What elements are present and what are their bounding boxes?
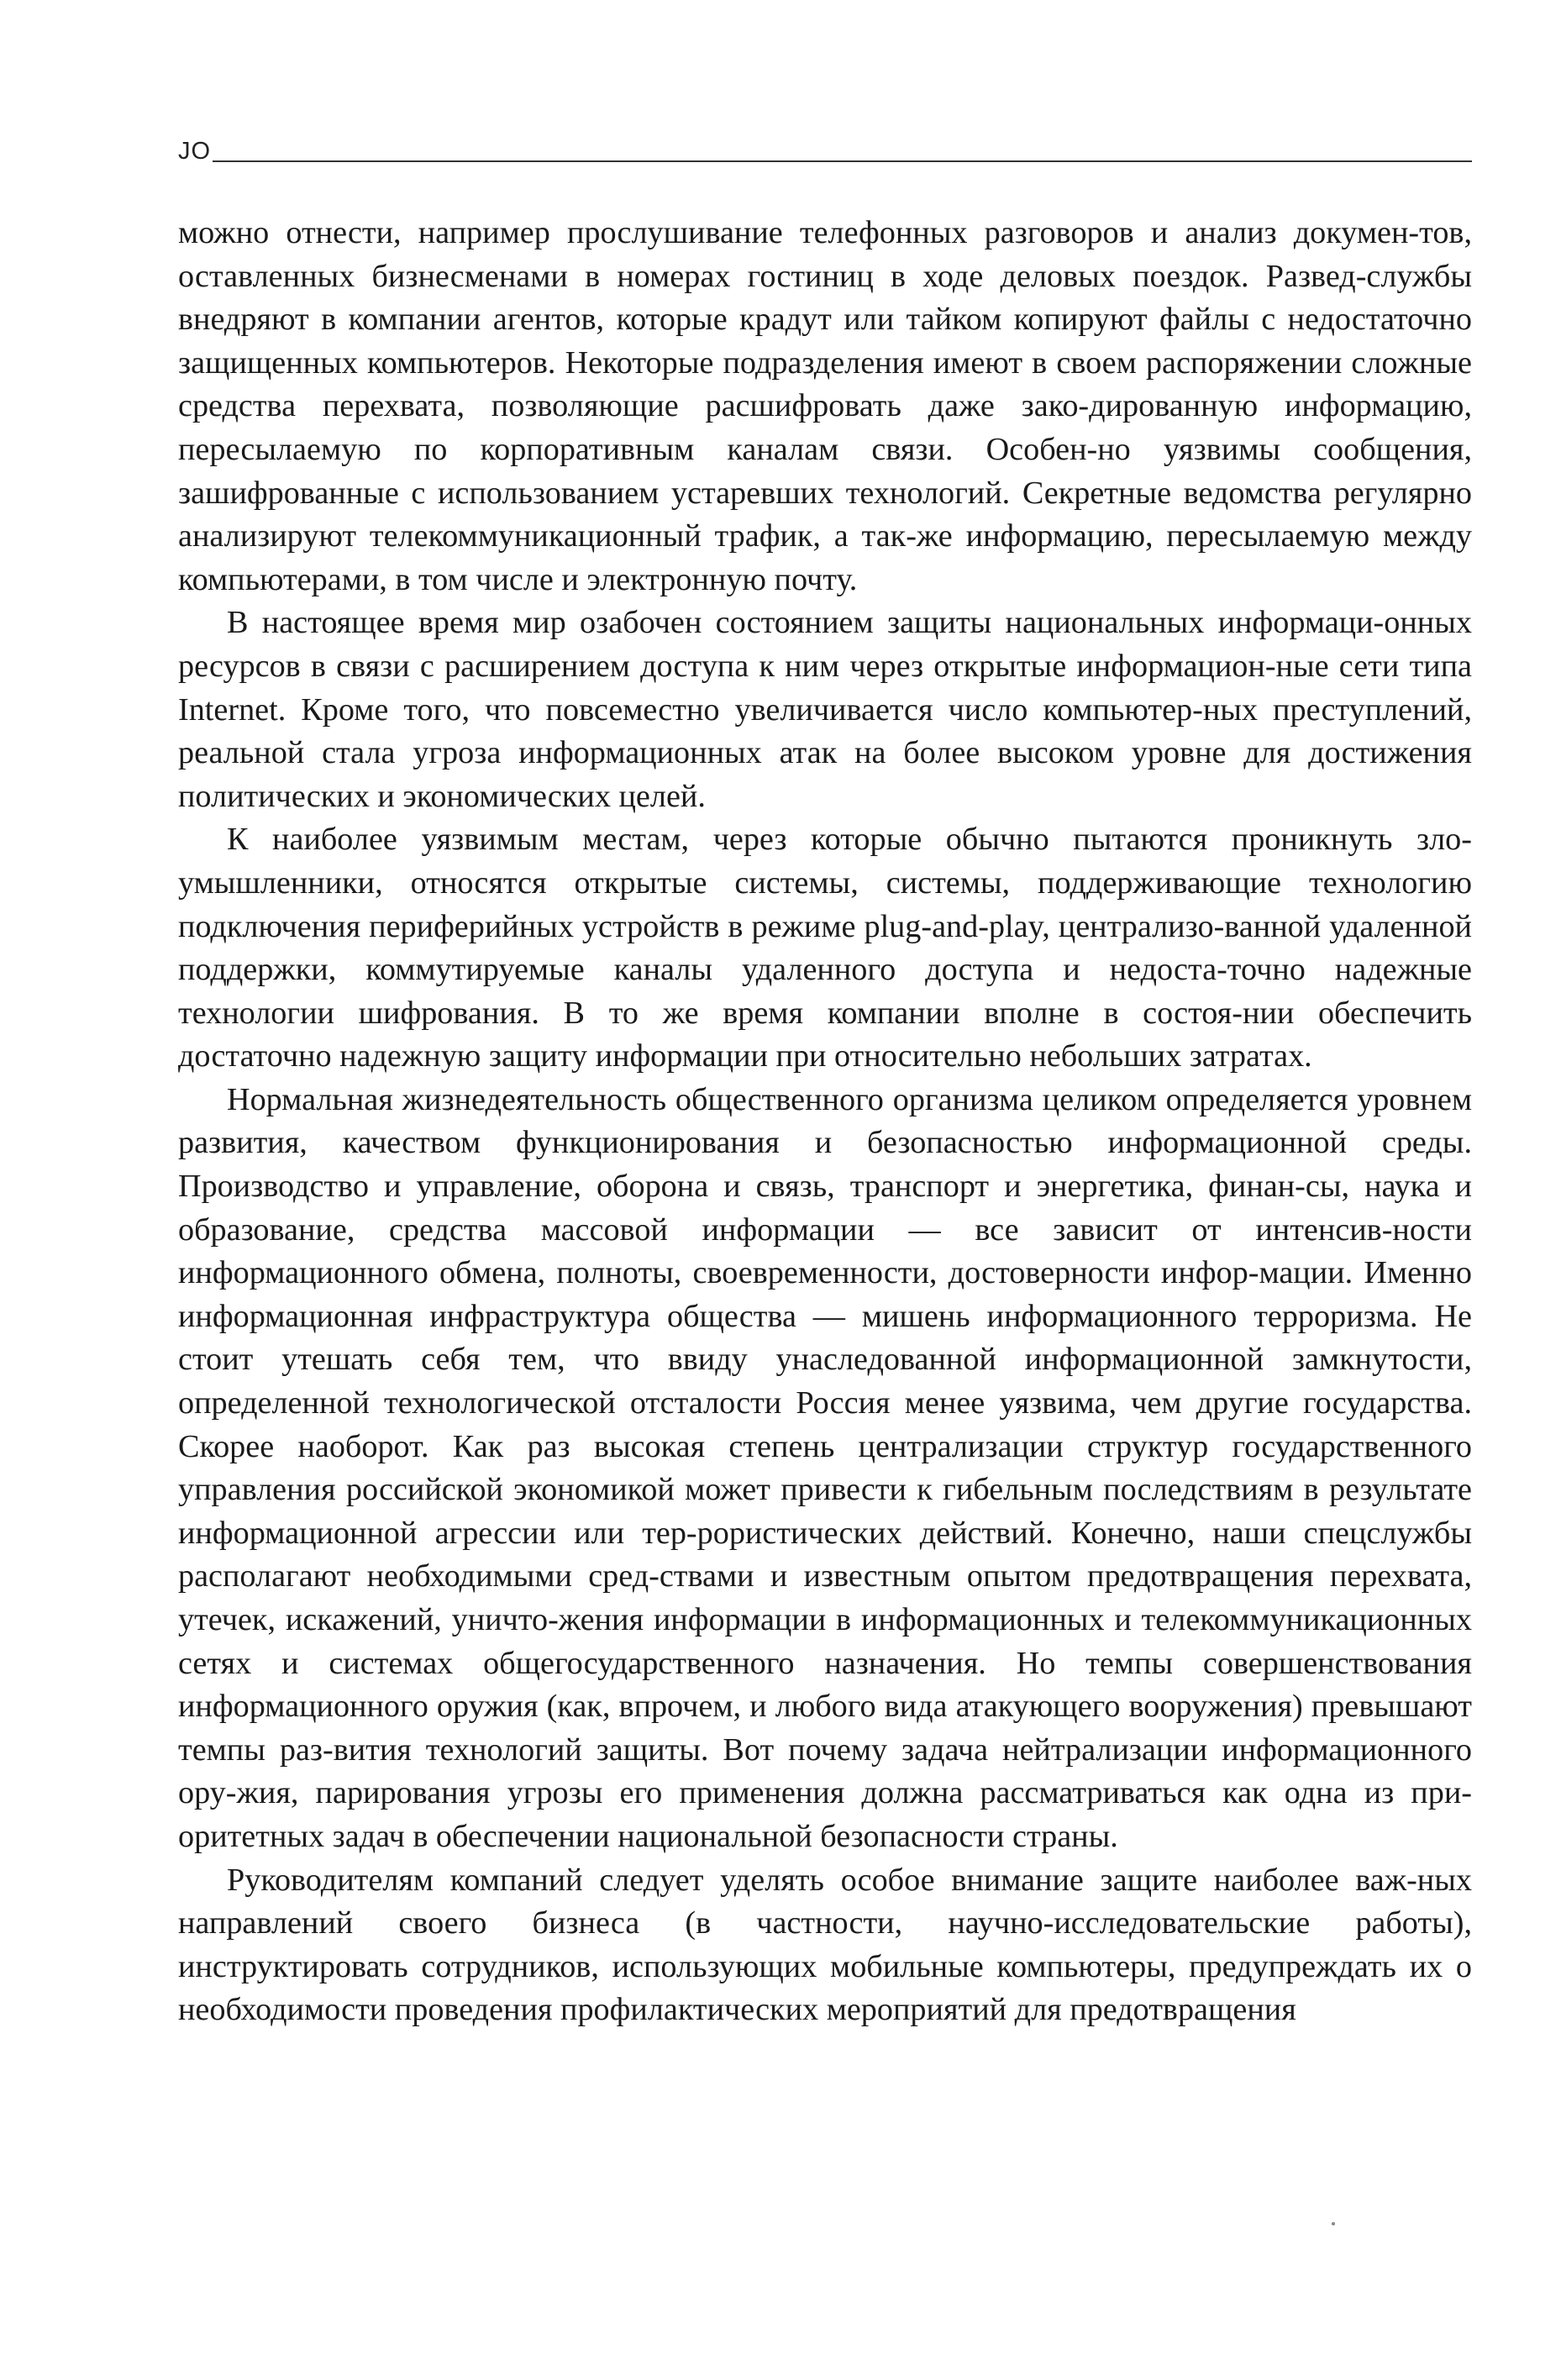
paragraph-1: можно отнести, например прослушивание телефонных разговоров и анализ докумен-тов, оставленных бизнесменами в номерах гостиниц в ходе деловых поездок. Развед-службы внедряют в компании агентов, которые крадут или тайком копируют файлы с недостаточно защищенных компьютеров. Некоторые подразделения имеют в своем распоряжении сложные средства перехвата, позволяющие расшифровать даже зако-дированную информацию, пересылаемую по корпоративным каналам связи. Особен-но уязвимы сообщения, зашифрованные с использованием устаревших технологий. Секретные ведомства регулярно анализируют телекоммуникационный трафик, а так-же информацию, пересылаемую между компьютерами, в том числе и электронную почту. <box>178 215 1472 597</box>
page-number: JO <box>178 138 212 165</box>
paragraph-4: Нормальная жизнедеятельность общественного организма целиком определяется уровнем развития, качеством функционирования и безопасностью информационной среды. Производство и управление, оборона и связь, транспорт и энергетика, финан-сы, наука и образование, средства массовой информации — все зависит от интенсив-ности информационного обмена, полноты, своевременности, достоверности инфор-мации. Именно информационная инфраструктура общества — мишень информационного терроризма. Не стоит утешать себя тем, что ввиду унаследованной информационной замкнутости, определенной технологической отсталости Россия менее уязвима, чем другие государства. Скорее наоборот. Как раз высокая степень централизации структур государственного управления российской экономикой может привести к гибельным последствиям в результате информационной агрессии или тер-рористических действий. Конечно, наши спецслужбы располагают необходимыми сред-ствами и известным опытом предотвращения перехвата, утечек, искажений, уничто-жения информации в информационных и телекоммуникационных сетях и системах общегосударственного назначения. Но темпы совершенствования информационного оружия (как, впрочем, и любого вида атакующего вооружения) превышают темпы раз-вития технологий защиты. Вот почему задача нейтрализации информационного ору-жия, парирования угрозы его применения должна рассматриваться как одна из при-оритетных задач в обеспечении национальной безопасности страны. <box>178 1081 1472 1854</box>
paragraph-2: В настоящее время мир озабочен состоянием защиты национальных информаци-онных ресурсов в связи с расширением доступа к ним через открытые информацион-ные сети типа Internet. Кроме того, что повсеместно увеличивается число компьютер-ных преступлений, реальной стала угроза информационных атак на более высоком уровне для достижения политических и экономических целей. <box>178 605 1472 814</box>
scan-speck <box>1332 2222 1335 2225</box>
paragraph-5: Руководителям компаний следует уделять особое внимание защите наиболее важ-ных направлений своего бизнеса (в частности, научно-исследовательские работы), инструктировать сотрудников, использующих мобильные компьютеры, предупреждать их о необходимости проведения профилактических мероприятий для предотвращения <box>178 1862 1472 2028</box>
paragraph-3: К наиболее уязвимым местам, через которые обычно пытаются проникнуть зло-умышленники, относятся открытые системы, системы, поддерживающие технологию подключения периферийных устройств в режиме plug-and-play, централизо-ванной удаленной поддержки, коммутируемые каналы удаленного доступа и недоста-точно надежные технологии шифрования. В то же время компании вполне в состоя-нии обеспечить достаточно надежную защиту информации при относительно небольших затратах. <box>178 822 1472 1074</box>
body-text <box>178 212 1472 2032</box>
running-header <box>178 137 1472 165</box>
